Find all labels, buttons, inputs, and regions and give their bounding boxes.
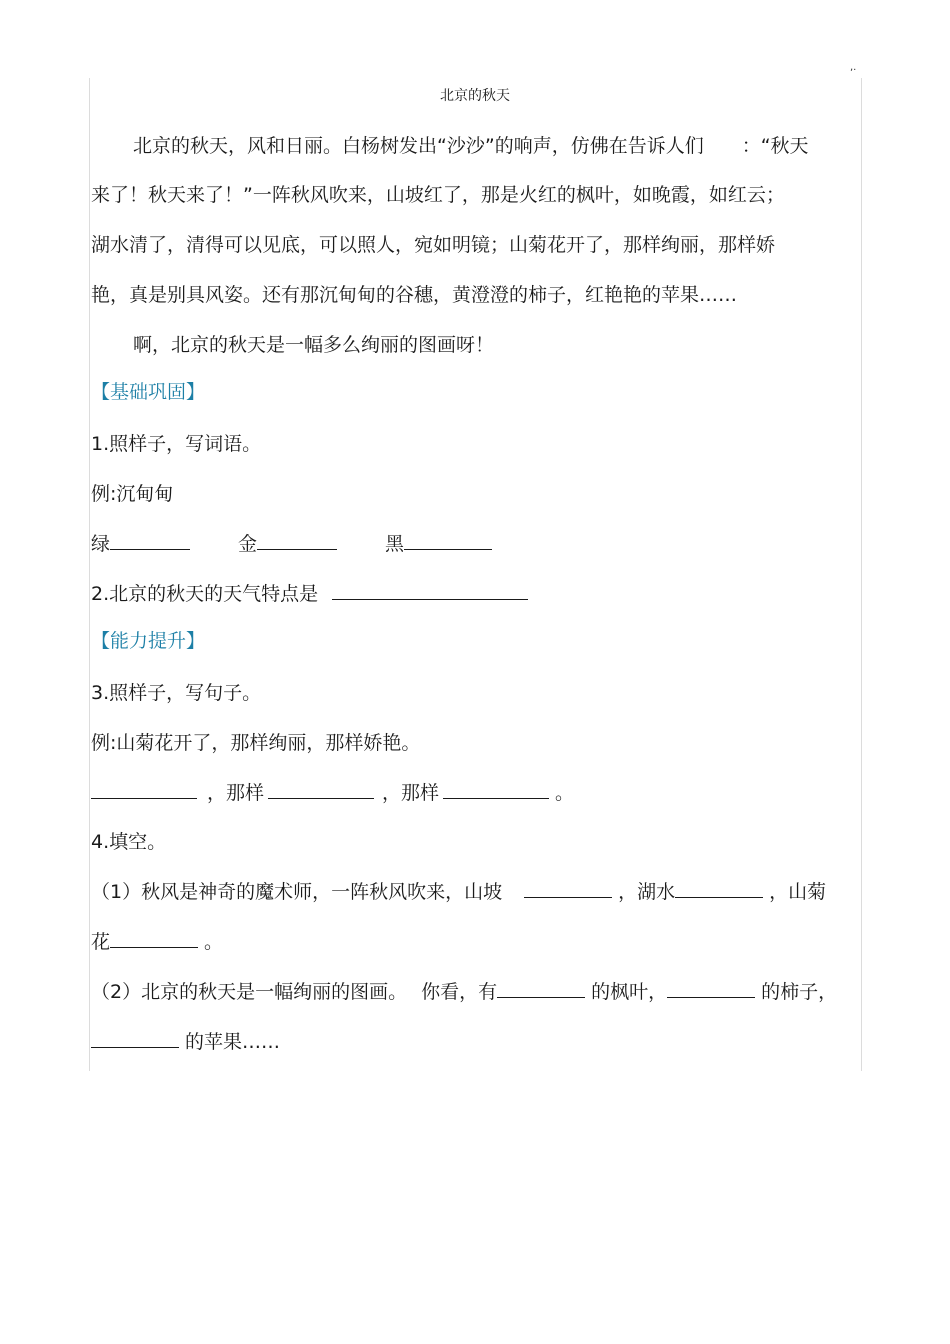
question-4-2-mid-1: 的枫叶，: [591, 981, 668, 1003]
word-fill-black-blank[interactable]: [404, 531, 492, 550]
question-4-1-line2-prefix: 花: [91, 931, 111, 953]
question-4-2-blank-1[interactable]: [497, 979, 585, 998]
passage-line-1-quote: ：“秋天: [741, 135, 809, 157]
question-1: 1.照样子，写词语。: [91, 433, 262, 455]
passage-line-2: 来了！秋天来了！”一阵秋风吹来，山坡红了，那是火红的枫叶，如晚霞，如红云；: [91, 184, 785, 206]
question-4-2-end: 的苹果……: [185, 1031, 281, 1053]
question-2: [91, 581, 528, 607]
question-2-text: 2.北京的秋天的天气特点是: [91, 583, 319, 605]
question-4-2-cont: [91, 1029, 280, 1055]
word-fill-green-label: 绿: [91, 533, 111, 555]
question-4-2-prefix: （2）北京的秋天是一幅绚丽的图画。: [91, 981, 408, 1003]
question-1-example: 例:沉甸甸: [91, 483, 174, 505]
question-4-1: [91, 879, 826, 905]
word-fill-row: [91, 531, 492, 557]
word-fill-black-label: 黑: [385, 533, 405, 555]
left-margin-line: [89, 78, 90, 1071]
question-2-blank[interactable]: [332, 581, 528, 600]
section-heading-advanced: 【能力提升】: [91, 630, 206, 652]
question-4-1-blank-1[interactable]: [524, 879, 612, 898]
question-4-1-prefix: （1）秋风是神奇的魔术师，一阵秋风吹来，山坡: [91, 881, 503, 903]
passage-line-1: [133, 133, 809, 159]
right-margin-line: [861, 78, 862, 1071]
question-4-2-blank-2[interactable]: [667, 979, 755, 998]
page-title: 北京的秋天: [440, 88, 510, 104]
question-4-2: [91, 979, 837, 1005]
question-4-1-mid-2: ，山菊: [769, 881, 827, 903]
question-4-2-mid-2: 的柿子，: [761, 981, 838, 1003]
section-heading-basic: 【基础巩固】: [91, 381, 206, 403]
sentence-blank-2[interactable]: [268, 780, 374, 799]
passage-line-3: 湖水清了，清得可以见底，可以照人，宛如明镜；山菊花开了，那样绚丽，那样娇: [91, 234, 776, 256]
word-fill-gold-label: 金: [238, 533, 258, 555]
question-4: 4.填空。: [91, 831, 167, 853]
passage-line-1-text: 北京的秋天，风和日丽。白杨树发出“沙沙”的响声，仿佛在告诉人们: [133, 135, 704, 157]
question-3-example: 例:山菊花开了，那样绚丽，那样娇艳。: [91, 732, 421, 754]
sentence-sep-2: ，那样: [382, 782, 440, 804]
question-4-1-blank-3[interactable]: [110, 929, 198, 948]
passage-line-4: 艳，真是别具风姿。还有那沉甸甸的谷穗，黄澄澄的柿子，红艳艳的苹果……: [91, 284, 738, 306]
word-fill-green-blank[interactable]: [110, 531, 190, 550]
corner-mark: ,.: [850, 62, 857, 73]
word-fill-gold-blank[interactable]: [257, 531, 337, 550]
question-4-1-cont: [91, 929, 223, 955]
question-4-2-prefix-2: 你看，有: [421, 981, 498, 1003]
sentence-end: 。: [555, 782, 575, 804]
question-4-1-end: 。: [204, 931, 224, 953]
sentence-sep-1: ，那样: [207, 782, 265, 804]
sentence-fill-row: [91, 780, 574, 806]
question-4-1-blank-2[interactable]: [675, 879, 763, 898]
sentence-blank-3[interactable]: [443, 780, 549, 799]
sentence-blank-1[interactable]: [91, 780, 197, 799]
question-4-1-mid-1: ，湖水: [618, 881, 676, 903]
passage-line-5: 啊，北京的秋天是一幅多么绚丽的图画呀！: [133, 334, 495, 356]
question-3: 3.照样子，写句子。: [91, 682, 262, 704]
question-4-2-blank-3[interactable]: [91, 1029, 179, 1048]
